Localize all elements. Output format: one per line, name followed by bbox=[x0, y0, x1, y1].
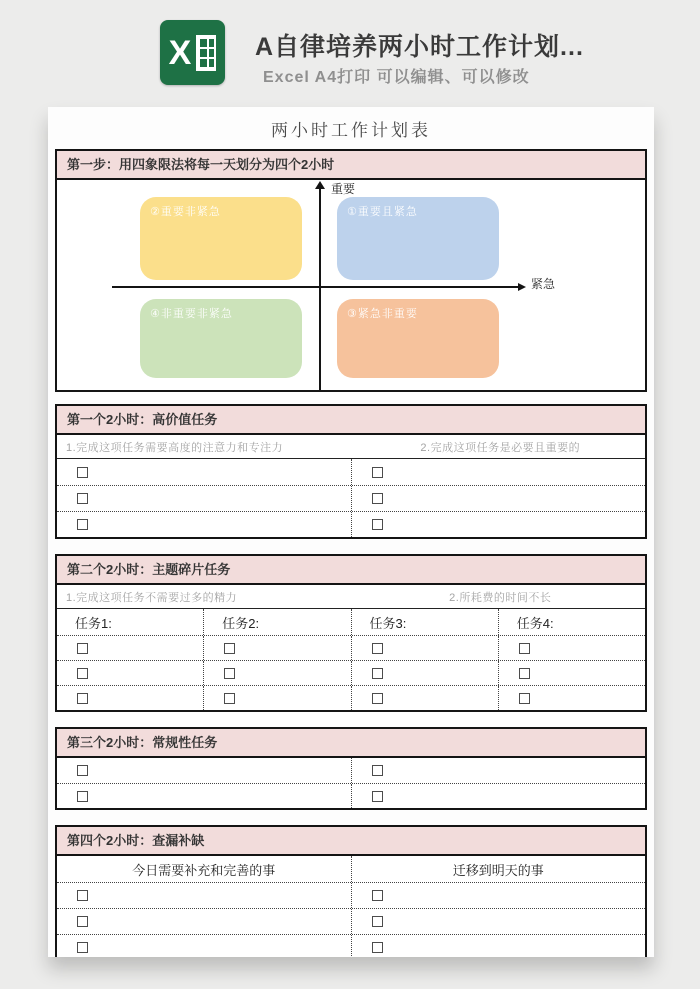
section-step1 bbox=[55, 149, 647, 392]
column-header-row bbox=[57, 856, 645, 882]
quadrant-urgent-not-important bbox=[337, 299, 499, 378]
y-axis-label: 重要 bbox=[331, 182, 356, 196]
checkbox[interactable] bbox=[77, 942, 88, 953]
checkbox[interactable] bbox=[77, 467, 88, 478]
checkbox[interactable] bbox=[224, 693, 235, 704]
task-cell bbox=[351, 758, 646, 783]
task-label: 任务3: bbox=[351, 609, 498, 635]
checkbox[interactable] bbox=[372, 791, 383, 802]
task-row bbox=[57, 685, 645, 710]
task-label-row bbox=[57, 609, 645, 635]
task-cell bbox=[57, 512, 351, 537]
task-cell bbox=[351, 686, 498, 710]
excel-x-letter: X bbox=[168, 33, 192, 72]
task-cell bbox=[57, 486, 351, 511]
task-cell bbox=[57, 935, 351, 957]
task-cell bbox=[57, 909, 351, 934]
task-cell bbox=[351, 459, 646, 485]
section-step1-header: 第一步：用四象限法将每一天划分为四个2小时 bbox=[57, 151, 645, 180]
quadrant-important-not-urgent bbox=[140, 197, 302, 280]
checkbox[interactable] bbox=[519, 668, 530, 679]
section-hour1 bbox=[55, 404, 647, 539]
task-label: 任务4: bbox=[498, 609, 645, 635]
task-cell bbox=[203, 636, 350, 660]
task-cell bbox=[351, 661, 498, 685]
note-left: 1.完成这项任务不需要过多的精力 bbox=[66, 591, 238, 604]
quadrant-important-urgent bbox=[337, 197, 499, 280]
task-cell bbox=[351, 909, 646, 934]
checkbox[interactable] bbox=[372, 942, 383, 953]
checkbox[interactable] bbox=[77, 519, 88, 530]
quadrant-label: ①重要且紧急 bbox=[347, 206, 418, 218]
checkbox[interactable] bbox=[77, 493, 88, 504]
quadrant-not-important-not-urgent bbox=[140, 299, 302, 378]
task-row bbox=[57, 635, 645, 660]
task-cell bbox=[351, 935, 646, 957]
checkbox[interactable] bbox=[77, 693, 88, 704]
task-cell bbox=[351, 883, 646, 908]
quadrant-label: ③紧急非重要 bbox=[347, 308, 418, 320]
spreadsheet-grid-icon bbox=[196, 35, 216, 71]
section-hour2-notes bbox=[57, 585, 645, 609]
checkbox-grid bbox=[57, 758, 645, 808]
task-row bbox=[57, 459, 645, 485]
app-subtitle: Excel A4打印 可以编辑、可以修改 bbox=[263, 69, 530, 86]
task-cell bbox=[57, 784, 351, 808]
checkbox[interactable] bbox=[372, 519, 383, 530]
x-axis-line bbox=[112, 286, 520, 288]
task-cell bbox=[351, 512, 646, 537]
column-header-tomorrow: 迁移到明天的事 bbox=[351, 856, 646, 882]
task-label: 任务2: bbox=[203, 609, 350, 635]
checkbox[interactable] bbox=[372, 668, 383, 679]
checkbox[interactable] bbox=[372, 765, 383, 776]
task-row bbox=[57, 783, 645, 808]
sheet-title: 两小时工作计划表 bbox=[271, 120, 431, 140]
app-title: A自律培养两小时工作计划... bbox=[255, 33, 584, 61]
quadrant-label: ②重要非紧急 bbox=[150, 206, 221, 218]
checkbox[interactable] bbox=[77, 916, 88, 927]
checkbox-grid bbox=[57, 459, 645, 537]
checkbox[interactable] bbox=[77, 668, 88, 679]
section-hour2-header: 第二个2小时：主题碎片任务 bbox=[57, 556, 645, 585]
checkbox[interactable] bbox=[519, 643, 530, 654]
task-cell bbox=[498, 686, 645, 710]
task-row bbox=[57, 908, 645, 934]
note-right: 2.所耗费的时间不长 bbox=[449, 591, 552, 604]
excel-icon bbox=[160, 20, 225, 85]
task-row bbox=[57, 934, 645, 957]
task-cell bbox=[57, 661, 203, 685]
section-hour2 bbox=[55, 554, 647, 712]
task-row bbox=[57, 660, 645, 685]
section-hour3-header: 第三个2小时：常规性任务 bbox=[57, 729, 645, 758]
checkbox[interactable] bbox=[372, 693, 383, 704]
checkbox[interactable] bbox=[519, 693, 530, 704]
checkbox[interactable] bbox=[372, 467, 383, 478]
x-axis-label: 紧急 bbox=[531, 277, 556, 291]
task-cell bbox=[498, 661, 645, 685]
section-hour1-header: 第一个2小时：高价值任务 bbox=[57, 406, 645, 435]
task-label: 任务1: bbox=[75, 615, 112, 631]
y-axis-arrow-icon bbox=[315, 181, 325, 189]
checkbox[interactable] bbox=[372, 643, 383, 654]
task-cell bbox=[57, 459, 351, 485]
task-row bbox=[57, 485, 645, 511]
x-axis-arrow-icon bbox=[518, 283, 526, 291]
checkbox[interactable] bbox=[224, 643, 235, 654]
checkbox[interactable] bbox=[77, 890, 88, 901]
checkbox-grid bbox=[57, 882, 645, 957]
checkbox[interactable] bbox=[372, 916, 383, 927]
task-cell bbox=[57, 636, 203, 660]
checkbox[interactable] bbox=[372, 890, 383, 901]
note-left: 1.完成这项任务需要高度的注意力和专注力 bbox=[66, 441, 284, 454]
task-cell bbox=[351, 784, 646, 808]
section-hour4 bbox=[55, 825, 647, 957]
task-cell bbox=[351, 636, 498, 660]
checkbox[interactable] bbox=[77, 791, 88, 802]
checkbox[interactable] bbox=[224, 668, 235, 679]
checkbox[interactable] bbox=[372, 493, 383, 504]
column-header-today: 今日需要补充和完善的事 bbox=[132, 862, 276, 878]
template-card bbox=[48, 107, 654, 957]
task-cell bbox=[57, 686, 203, 710]
checkbox[interactable] bbox=[77, 765, 88, 776]
task-cell bbox=[203, 661, 350, 685]
quadrant-label: ④非重要非紧急 bbox=[150, 308, 233, 320]
checkbox[interactable] bbox=[77, 643, 88, 654]
task-cell bbox=[57, 883, 351, 908]
app-header bbox=[0, 0, 700, 107]
task-cell bbox=[57, 758, 351, 783]
checkbox-grid bbox=[57, 635, 645, 710]
task-row bbox=[57, 882, 645, 908]
task-cell bbox=[203, 686, 350, 710]
y-axis-line bbox=[319, 188, 321, 390]
section-hour4-header: 第四个2小时：查漏补缺 bbox=[57, 827, 645, 856]
task-cell bbox=[351, 486, 646, 511]
task-row bbox=[57, 511, 645, 537]
task-row bbox=[57, 758, 645, 783]
section-hour3 bbox=[55, 727, 647, 810]
note-right: 2.完成这项任务是必要且重要的 bbox=[420, 441, 581, 454]
task-cell bbox=[498, 636, 645, 660]
quadrant-chart bbox=[57, 180, 645, 390]
section-hour1-notes bbox=[57, 435, 645, 459]
